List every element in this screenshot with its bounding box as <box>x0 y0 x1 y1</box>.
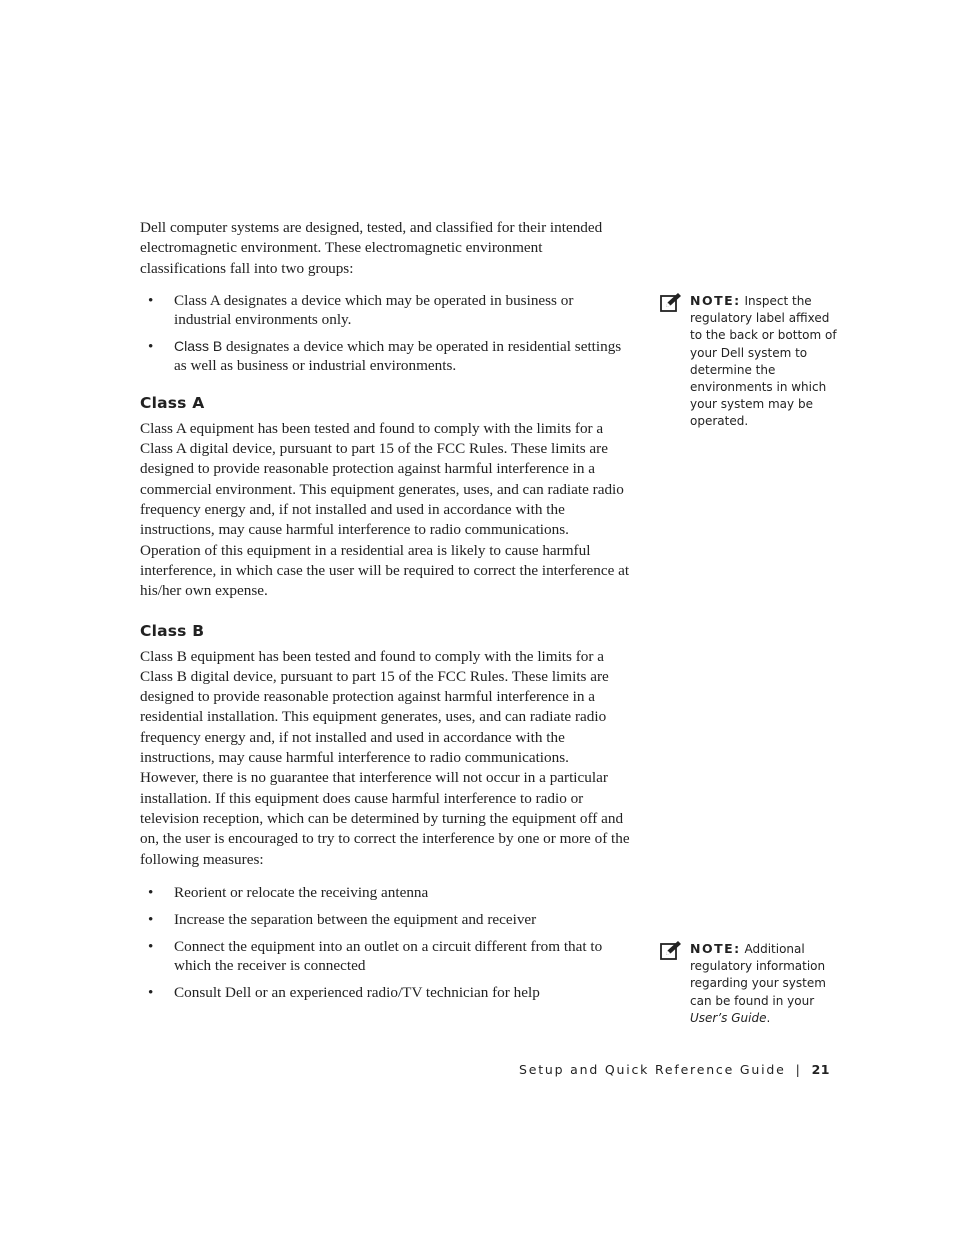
list-item <box>140 291 630 329</box>
note-additional-info <box>660 940 845 1027</box>
note-text: Inspect the regulatory label affixed to the back or bottom of your Dell system to determine the environments in which your system may be operated. <box>690 294 837 429</box>
note-italic-title: User’s Guide <box>690 1010 767 1025</box>
class-b-heading: Class B <box>140 621 205 640</box>
bullet: • <box>148 291 154 309</box>
list-item <box>140 937 630 975</box>
classification-list <box>140 291 630 375</box>
list-item-text: designates a device which may be operated in residential settings as well as business or industrial environments. <box>174 337 622 374</box>
intro-paragraph: Dell computer systems are designed, tested, and classified for their intended electromagnetic environment. These electromagnetic environment classifications fall into two groups: <box>140 219 603 277</box>
page-number: 21 <box>811 1062 830 1077</box>
bullet: • <box>148 883 154 901</box>
measures-list <box>140 883 630 1002</box>
class-a-heading: Class A <box>140 393 205 412</box>
list-item <box>140 337 630 375</box>
list-item-text: Consult Dell or an experienced radio/TV technician for help <box>174 983 540 1001</box>
pencil-note-icon <box>660 292 682 312</box>
note-label: NOTE: <box>690 941 741 956</box>
class-a-paragraph: Class A equipment has been tested and found to comply with the limits for a Class A digital device, pursuant to part 15 of the FCC Rules. These limits are designed to provide reasonable protection against harmful interference in a commercial environment. This equipment generates, uses, and can radiate radio frequency energy and, if not installed and used in accordance with the instructions, may cause harmful interference to radio communications. Operation of this equipment in a residential area is likely to cause harmful interference, in which case the user will be required to correct the interference at his/her own expense. <box>140 419 630 600</box>
bullet: • <box>148 910 154 928</box>
note-label: NOTE: <box>690 293 741 308</box>
note-text: Additional regulatory information regarding your system can be found in your <box>690 942 826 1008</box>
list-item <box>140 883 630 902</box>
main-content <box>140 218 630 1010</box>
class-b-paragraph: Class B equipment has been tested and found to comply with the limits for a Class B digital device, pursuant to part 15 of the FCC Rules. These limits are designed to provide reasonable protection against harmful interference in a residential installation. This equipment generates, uses, and can radiate radio frequency energy and, if not installed and used in accordance with the instructions, may cause harmful interference to radio communications. However, there is no guarantee that interference will not occur in a particular installation. If this equipment does cause harmful interference to radio or television reception, which can be determined by turning the equipment off and on, the user is encouraged to try to correct the interference by one or more of the following measures: <box>140 647 630 868</box>
list-item-lead: Class B <box>174 337 223 354</box>
page-footer <box>500 1062 830 1077</box>
list-item-text: Class A designates a device which may be operated in business or industrial environments only. <box>174 291 574 328</box>
note-tail: . <box>766 1010 771 1025</box>
list-item <box>140 983 630 1002</box>
bullet: • <box>148 337 154 355</box>
list-item-text: Increase the separation between the equipment and receiver <box>174 910 537 928</box>
pencil-note-icon <box>660 940 682 960</box>
bullet: • <box>148 983 154 1001</box>
list-item-text: Reorient or relocate the receiving antenna <box>174 883 429 901</box>
bullet: • <box>148 937 154 955</box>
list-item <box>140 910 630 929</box>
footer-title: Setup and Quick Reference Guide <box>518 1062 786 1077</box>
note-inspect-label <box>660 292 845 431</box>
list-item-text: Connect the equipment into an outlet on a circuit different from that to which the receiver is connected <box>174 937 603 974</box>
footer-separator: | <box>795 1062 802 1077</box>
